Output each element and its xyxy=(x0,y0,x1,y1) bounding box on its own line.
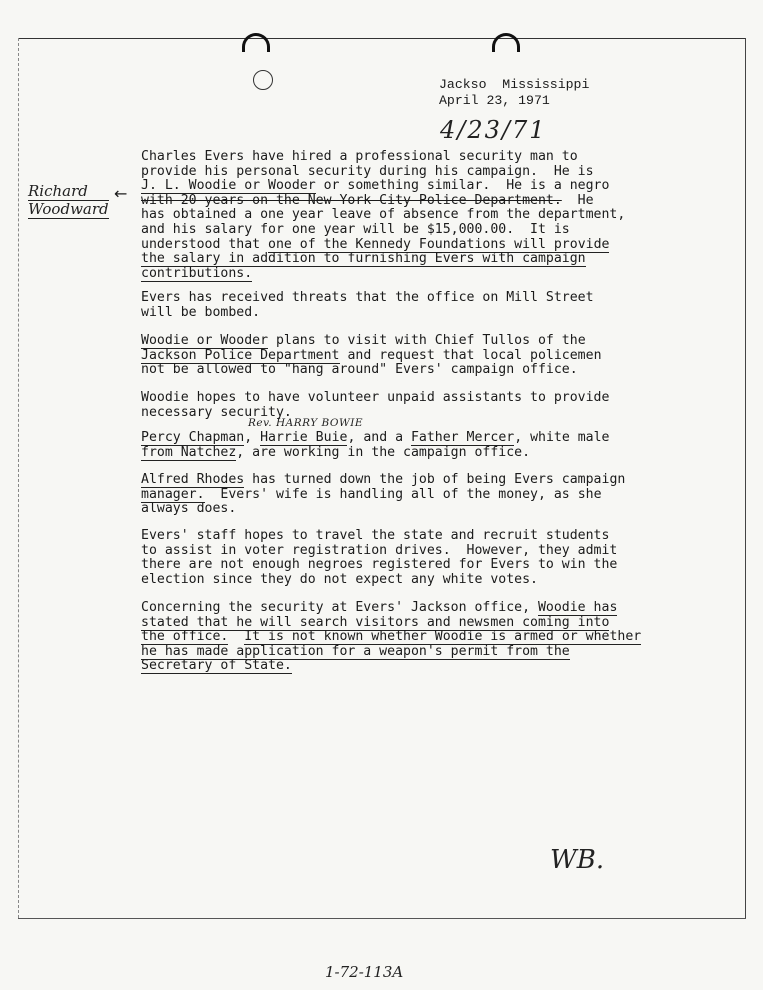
underlined-name: Father Mercer xyxy=(410,430,515,445)
underlined-text: It is not known whether Woodie is armed or whether xyxy=(244,629,642,645)
underlined-text: the salary in addition to furnishing Evers with campaign xyxy=(141,251,586,267)
paragraph-1 xyxy=(141,150,625,281)
p1-line: understood that xyxy=(141,236,269,252)
handwritten-date: 4/23/71 xyxy=(440,116,547,144)
paragraph-2 xyxy=(141,291,594,320)
underlined-text: he has made application for a weapon's permit from the xyxy=(141,643,570,659)
p3-line: not be allowed to "hang around" Evers' campaign office. xyxy=(141,362,578,378)
paragraph-4 xyxy=(141,391,609,420)
p3-line: plans to visit with Chief Tullos of the xyxy=(268,333,586,348)
p6-line: Evers' wife is handling all of the money, as she xyxy=(204,486,602,502)
paragraph-5 xyxy=(141,431,609,460)
underlined-text: stated that he will search visitors and newsmen coming into xyxy=(141,614,610,630)
underlined-text: Woodie has xyxy=(537,600,618,615)
p5-line: , xyxy=(244,430,261,445)
underlined-text: from Natchez xyxy=(141,444,237,460)
p1-line: has obtained a one year leave of absence from the department, xyxy=(141,207,626,223)
p3-line: and request that local policemen xyxy=(339,347,602,363)
paragraph-7 xyxy=(141,529,617,587)
p1-line: and his salary for one year will be $15,000.00. It is xyxy=(141,221,570,237)
p5-line: , white male xyxy=(514,430,610,445)
paragraph-8 xyxy=(141,601,641,674)
p6-line: has turned down the job of being Evers campaign xyxy=(244,472,626,487)
binder-clip-mark-right xyxy=(492,33,520,52)
bottom-border-line xyxy=(18,918,746,919)
margin-name-first: Richard xyxy=(28,183,109,201)
p4-line: necessary security. xyxy=(141,404,292,420)
p6-line: always does. xyxy=(141,501,237,517)
p1-line: He xyxy=(561,192,594,208)
p7-line: election since they do not expect any white votes. xyxy=(141,571,538,587)
underlined-text: the office. xyxy=(141,629,229,645)
p8-line: Concerning the security at Evers' Jackson office, xyxy=(141,600,538,615)
underlined-text: manager. xyxy=(141,486,205,502)
p1-line: provide his personal security during his campaign. He is xyxy=(141,163,594,179)
underlined-name: Woodie or Wooder xyxy=(141,333,269,348)
underlined-text: Jackson Police Department xyxy=(141,347,340,363)
margin-handwritten-name xyxy=(28,183,109,219)
underlined-text: contributions. xyxy=(141,265,253,281)
p1-line: or something similar. He is a negro xyxy=(315,178,610,194)
struck-text: with 20 years on the New York City Police Department. xyxy=(141,192,562,208)
header-date: April 23, 1971 xyxy=(439,93,550,108)
p7-line: there are not enough negroes registered for Evers to win the xyxy=(141,557,618,573)
left-border-line xyxy=(18,38,19,918)
document-number: 1-72-113A xyxy=(325,963,404,981)
p7-line: Evers' staff hopes to travel the state and recruit students xyxy=(141,528,610,543)
p7-line: to assist in voter registration drives. However, they admit xyxy=(141,542,618,558)
binder-clip-mark-left xyxy=(242,33,270,52)
p2-line: will be bombed. xyxy=(141,304,261,320)
p4-line: Woodie hopes to have volunteer unpaid assistants to provide xyxy=(141,390,610,405)
document-header xyxy=(439,77,589,109)
top-border-line xyxy=(18,38,746,39)
right-border-line xyxy=(745,38,746,918)
underlined-text: one of the Kennedy Foundations will provide xyxy=(268,236,610,252)
underlined-name: J. L. Woodie or Wooder xyxy=(141,178,316,194)
punch-hole xyxy=(253,70,273,90)
p2-line: Evers has received threats that the office on Mill Street xyxy=(141,290,594,305)
handwritten-insertion: Rev. HARRY BOWIE xyxy=(248,417,364,429)
paragraph-6 xyxy=(141,473,625,517)
p1-line: Charles Evers have hired a professional security man to xyxy=(141,149,578,164)
handwritten-initials: WB. xyxy=(550,845,605,875)
paragraph-3 xyxy=(141,334,602,378)
p5-line: , are working in the campaign office. xyxy=(236,444,531,460)
p5-line: , and a xyxy=(347,430,411,445)
p8-line xyxy=(228,629,244,644)
underlined-name: Alfred Rhodes xyxy=(141,472,245,487)
header-location: Jackso Mississippi xyxy=(439,77,590,92)
margin-name-last: Woodward xyxy=(28,200,109,218)
underlined-name: Harrie Buie xyxy=(260,430,348,445)
underlined-name: Percy Chapman xyxy=(141,430,245,445)
underlined-text: Secretary of State. xyxy=(141,658,292,674)
margin-arrow-icon: ← xyxy=(114,184,128,203)
